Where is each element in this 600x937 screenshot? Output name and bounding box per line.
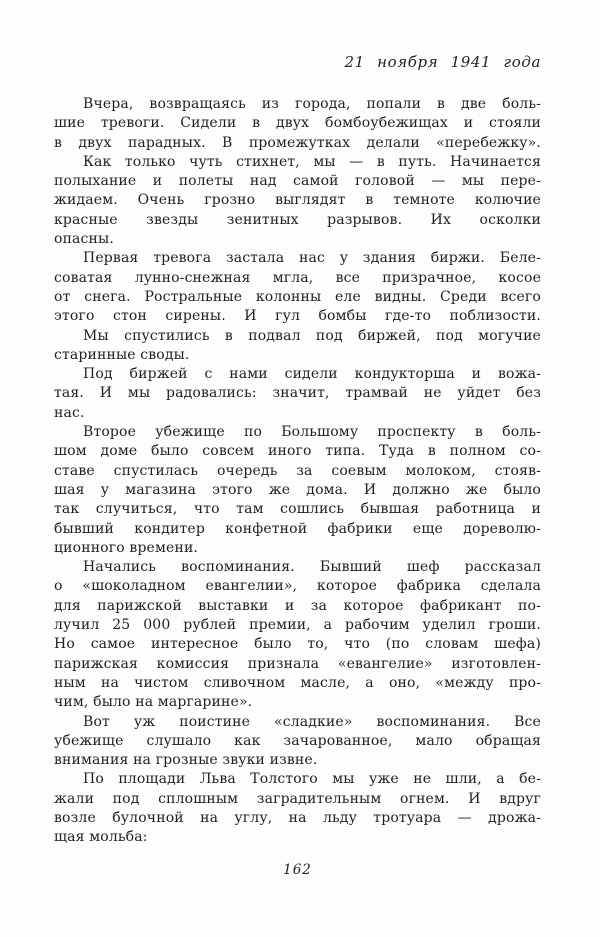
text-line: шом доме было совсем иного типа. Туда в полном со- <box>54 443 541 460</box>
text-line: жидаем. Очень грозно выглядят в темноте колючие <box>54 192 541 209</box>
text-line: убежище слушало как зачарованное, мало обращая <box>54 732 541 749</box>
page-number: 162 <box>283 862 312 878</box>
paragraph <box>54 249 541 326</box>
text-line: бывший кондитер конфетной фабрики еще дореволю- <box>54 520 541 537</box>
text-line: Первая тревога застала нас у здания биржи. Беле- <box>83 250 541 267</box>
text-line: шая у магазина этого же дома. И должно же было <box>54 481 541 498</box>
text-line: этого стон сирены. И гул бомбы где-то поблизости. <box>54 308 541 325</box>
text-line: Вчера, возвращаясь из города, попали в две боль- <box>83 96 541 112</box>
paragraph <box>54 95 541 153</box>
text-line: полыхание и полеты над самой головой — мы пере- <box>54 173 541 190</box>
text-line: о «шоколадном евангелии», которое фабрика сделала <box>54 578 541 595</box>
text-line: Как только чуть стихнет, мы — в путь. Начинается <box>83 153 541 170</box>
text-line: тая. И мы радовались: значит, трамвай не уйдет без <box>54 385 541 402</box>
header-date: 21 ноября 1941 года <box>344 53 541 71</box>
paragraph <box>54 558 541 712</box>
paragraph <box>54 770 541 847</box>
text-line: жали под сплошным заградительным огнем. И вдруг <box>54 790 541 807</box>
paragraph <box>54 153 541 249</box>
text-line: парижская комиссия признала «евангелие» изготовлен- <box>54 655 541 672</box>
text-line: ным на чистом сливочном масле, а оно, «между про- <box>54 674 541 691</box>
text-line: чим, было на маргарине». <box>54 694 253 711</box>
text-line: ционного времени. <box>54 539 199 556</box>
text-line: так случиться, что там сошлись бывшая работница и <box>54 501 541 518</box>
text-line: от снега. Ростральные колонны еле видны. Среди всего <box>54 288 541 305</box>
text-line: в двух парадных. В промежутках делали «перебежку». <box>54 134 541 151</box>
text-line: красные звезды зенитных разрывов. Их осколки <box>54 211 541 228</box>
text-line: возле булочной на углу, на льду тротуара — дрожа- <box>54 809 541 826</box>
text-line: Начались воспоминания. Бывший шеф рассказал <box>83 559 541 576</box>
paragraph <box>54 423 541 558</box>
text-line: внимания на грозные звуки извне. <box>54 752 318 769</box>
text-line: старинные своды. <box>54 346 190 363</box>
text-line: Мы спустились в подвал под биржей, под могучие <box>83 327 541 344</box>
text-line: шие тревоги. Сидели в двух бомбоубежищах и стояли <box>54 115 541 132</box>
text-line: Вот уж поистине «сладкие» воспоминания. Все <box>83 713 541 730</box>
text-line: нас. <box>54 404 85 421</box>
text-line: опасны. <box>54 231 114 248</box>
paragraph <box>54 713 541 771</box>
text-line: Второе убежище по Большому проспекту в боль- <box>83 424 541 441</box>
text-line: лучил 25 000 рублей премии, а рабочим уделил гроши. <box>54 617 541 634</box>
paragraph <box>54 365 541 423</box>
text-line: Под биржей с нами сидели кондукторша и вожа- <box>83 366 541 383</box>
paragraph <box>54 327 541 366</box>
page-body <box>54 95 541 848</box>
text-line: для парижской выставки и за которое фабрикант по- <box>54 597 541 614</box>
text-line: По площади Льва Толстого мы уже не шли, а бе- <box>83 771 541 788</box>
text-line: соватая лунно-снежная мгла, все призрачное, косое <box>54 269 541 286</box>
text-line: ставе спустилась очередь за соевым молоком, стояв- <box>54 462 541 479</box>
text-line: щая мольба: <box>54 829 148 846</box>
text-line: Но самое интересное было то, что (по словам шефа) <box>54 636 541 653</box>
